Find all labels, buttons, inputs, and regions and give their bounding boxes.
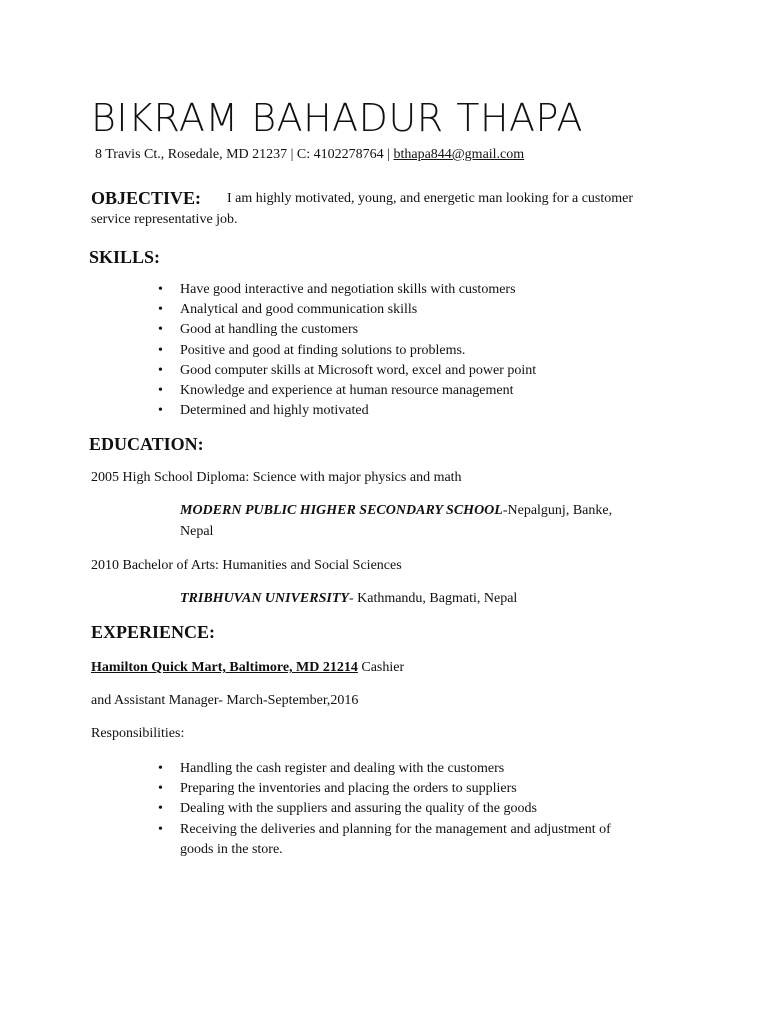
skills-list bbox=[158, 280, 536, 421]
list-item: • Receiving the deliveries and planning for the management and adjustment of bbox=[158, 820, 611, 840]
employer-name: Hamilton Quick Mart, Baltimore, MD 21214 bbox=[91, 660, 358, 675]
list-item: • Dealing with the suppliers and assuring the quality of the goods bbox=[158, 799, 611, 819]
responsibilities-list bbox=[158, 759, 611, 860]
bullet-icon: • bbox=[158, 282, 163, 297]
bullet-icon: • bbox=[158, 821, 163, 837]
list-item: • Good at handling the customers bbox=[158, 320, 536, 340]
bullet-icon: • bbox=[158, 761, 163, 776]
contact-details: 8 Travis Ct., Rosedale, MD 21237 | C: 4102278764 | bbox=[95, 147, 394, 162]
experience-heading: EXPERIENCE: bbox=[91, 622, 216, 642]
list-item: • Analytical and good communication skills bbox=[158, 300, 536, 320]
list-item: • Good computer skills at Microsoft word, excel and power point bbox=[158, 361, 536, 381]
list-item-continuation: goods in the store. bbox=[180, 841, 283, 857]
list-item: • Handling the cash register and dealing with the customers bbox=[158, 759, 611, 779]
experience-role-line: and Assistant Manager- March-September,2016 bbox=[91, 693, 359, 708]
education-heading: EDUCATION: bbox=[89, 434, 204, 454]
objective-text-line2: service representative job. bbox=[91, 212, 238, 227]
responsibilities-label: Responsibilities: bbox=[91, 726, 185, 741]
contact-line bbox=[95, 147, 524, 163]
bullet-icon: • bbox=[158, 403, 163, 419]
education-degree-2: 2010 Bachelor of Arts: Humanities and Social Sciences bbox=[91, 558, 402, 573]
bullet-icon: • bbox=[158, 362, 163, 378]
applicant-name: BIKRAM BAHADUR THAPA bbox=[91, 96, 583, 140]
list-item: • Positive and good at finding solutions to problems. bbox=[158, 341, 536, 361]
email-link[interactable]: bthapa844@gmail.com bbox=[393, 147, 525, 162]
education-school-1: MODERN PUBLIC HIGHER SECONDARY SCHOOL-Nepalgunj, Banke, bbox=[180, 503, 613, 518]
education-degree-1: 2005 High School Diploma: Science with major physics and math bbox=[91, 470, 462, 485]
bullet-icon: • bbox=[158, 383, 163, 399]
objective-text-line1: I am highly motivated, young, and energetic man looking for a customer bbox=[227, 191, 634, 206]
list-item: • Have good interactive and negotiation skills with customers bbox=[158, 280, 536, 300]
objective-heading: OBJECTIVE: bbox=[91, 188, 202, 208]
education-school-2: TRIBHUVAN UNIVERSITY- Kathmandu, Bagmati, Nepal bbox=[180, 591, 518, 606]
skills-heading: SKILLS: bbox=[89, 247, 161, 267]
bullet-icon: • bbox=[158, 801, 163, 817]
bullet-icon: • bbox=[158, 781, 163, 797]
bullet-icon: • bbox=[158, 322, 163, 338]
bullet-icon: • bbox=[158, 342, 163, 358]
list-item: • Knowledge and experience at human resource management bbox=[158, 381, 536, 401]
list-item: • Determined and highly motivated bbox=[158, 401, 536, 421]
list-item: • Preparing the inventories and placing the orders to suppliers bbox=[158, 779, 611, 799]
bullet-icon: • bbox=[158, 302, 163, 318]
education-school-1-location: Nepal bbox=[180, 524, 214, 539]
experience-employer-line: Hamilton Quick Mart, Baltimore, MD 21214 Cashier bbox=[91, 660, 405, 675]
